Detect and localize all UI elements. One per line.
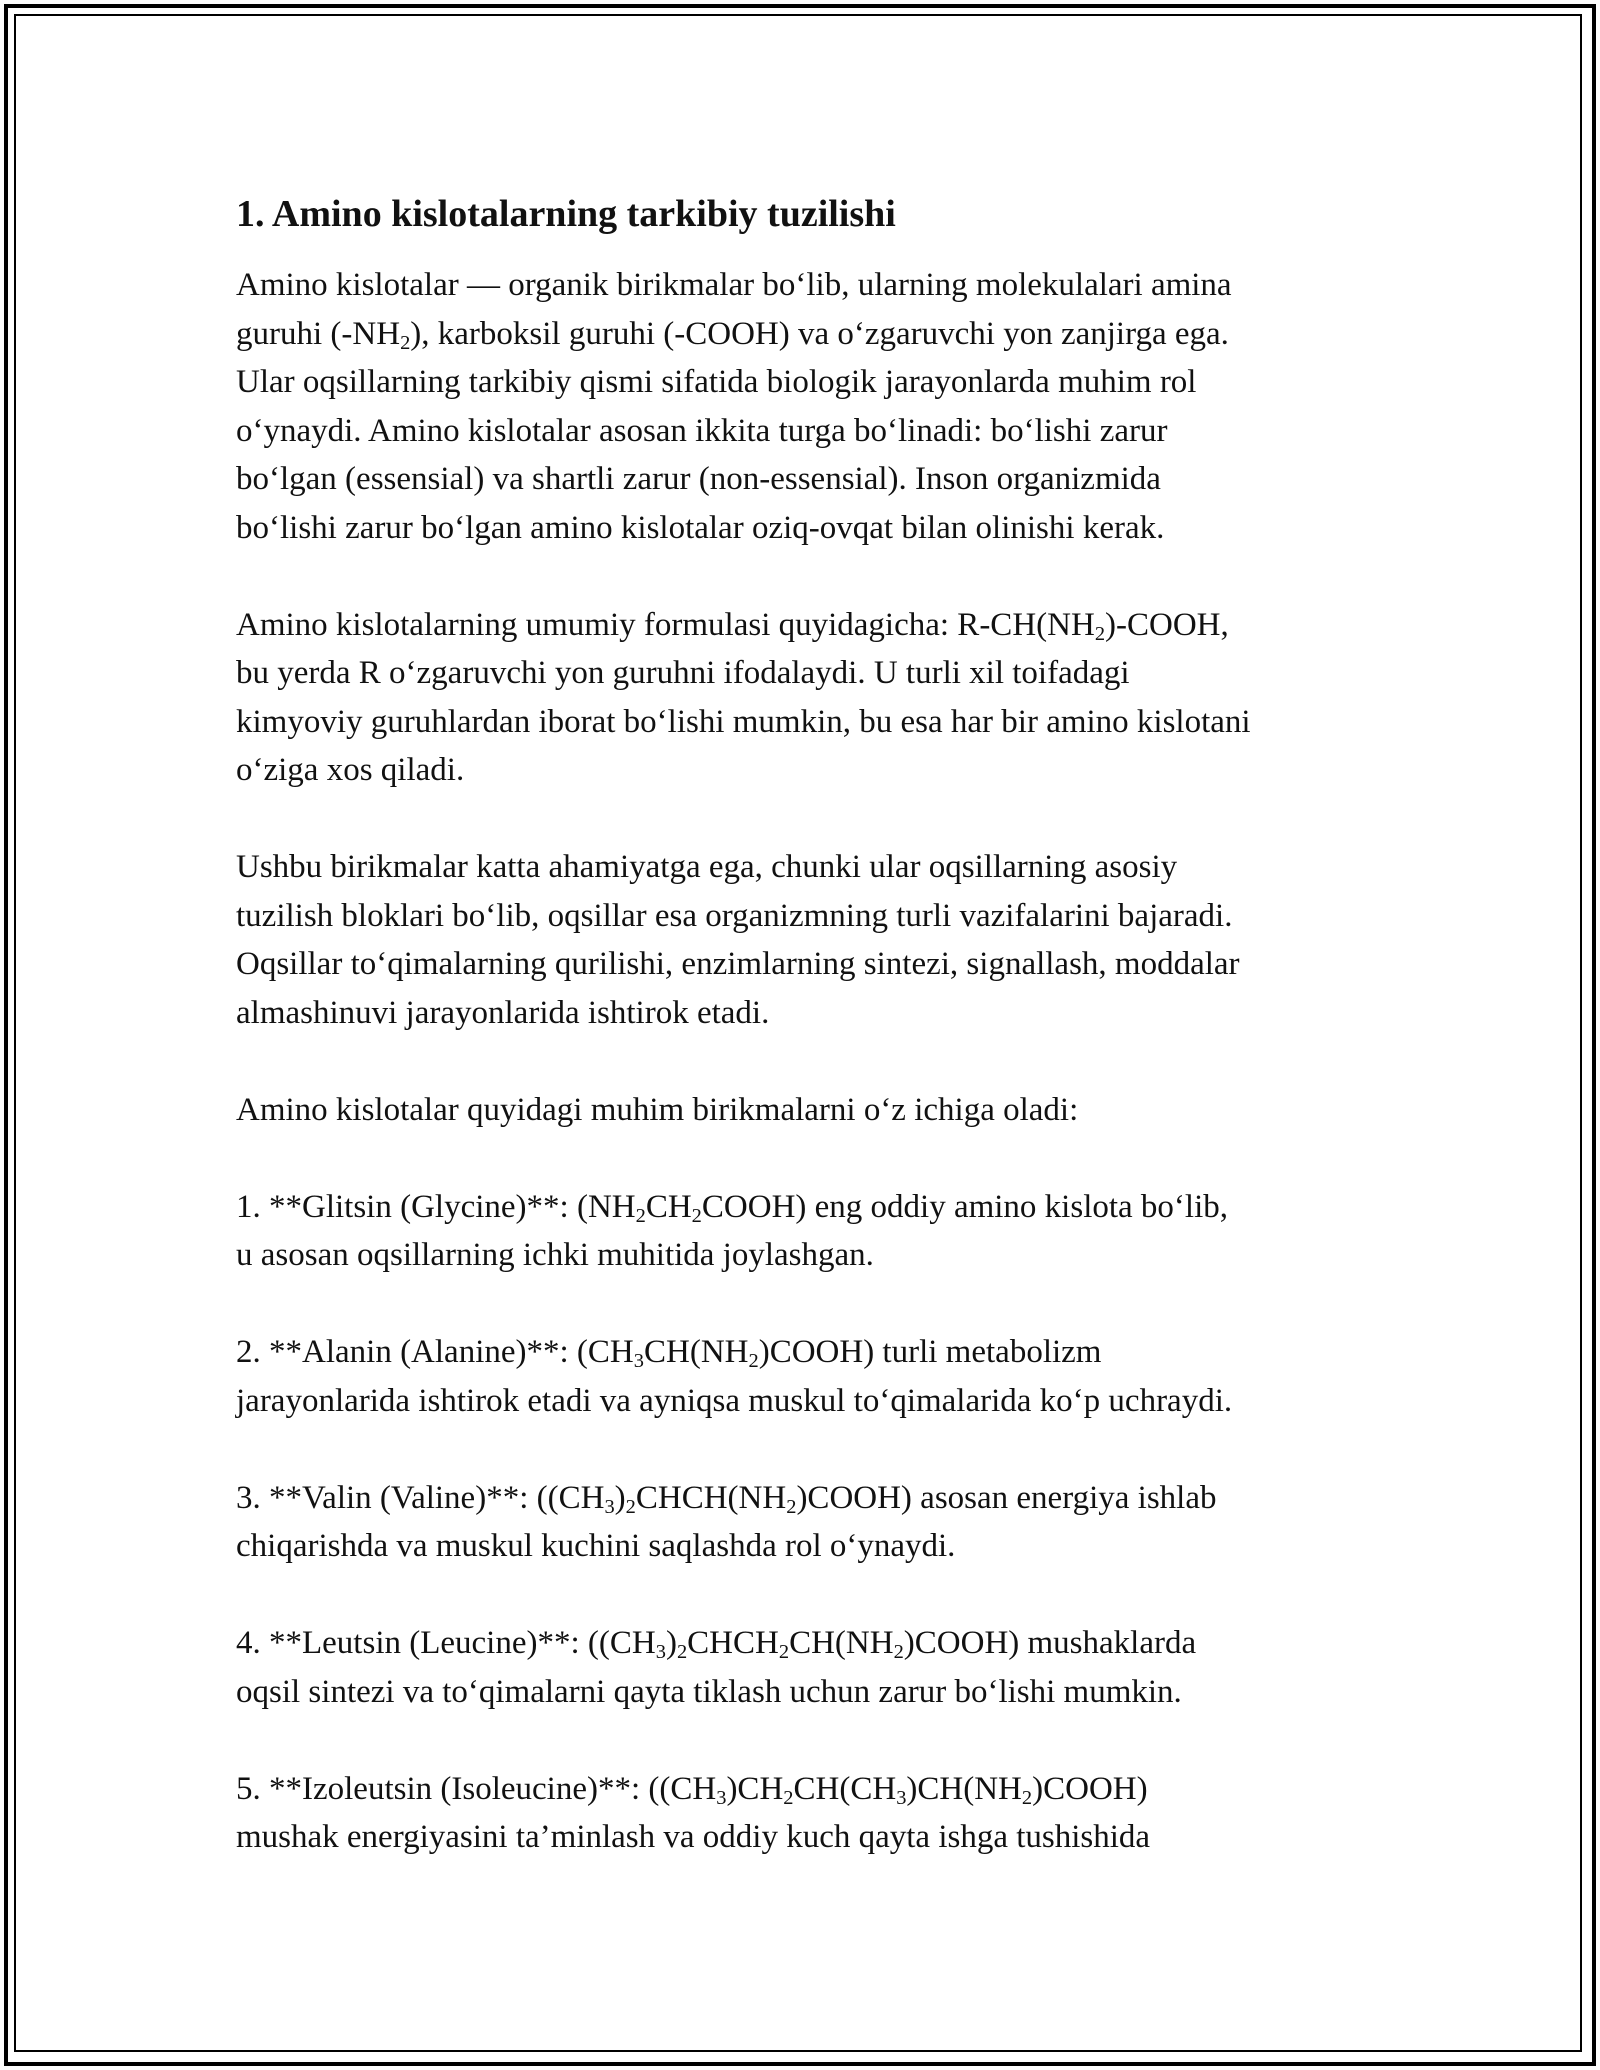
text-run: )CH	[726, 1770, 784, 1807]
text-line	[236, 1328, 1386, 1377]
text-run: ), karboksil guruhi (-COOH) va o‘zgaruvchi yon zanjirga ega.	[410, 315, 1229, 352]
paragraph-importance	[236, 843, 1386, 1037]
paragraph-list-intro	[236, 1086, 1386, 1135]
document-body	[236, 186, 1386, 1862]
list-item-leucine	[236, 1619, 1386, 1716]
subscript: 3	[716, 1786, 727, 1809]
text-run: CH	[645, 1188, 692, 1225]
subscript: 2	[893, 1641, 904, 1664]
subscript: 2	[635, 1204, 646, 1227]
text-line: Ushbu birikmalar katta ahamiyatga ega, chunki ular oqsillarning asosiy	[236, 849, 1178, 885]
text-line: u asosan oqsillarning ichki muhitida joylashgan.	[236, 1237, 874, 1273]
text-run: 2. **Alanin (Alanine)**: (CH	[236, 1334, 634, 1370]
paragraph-intro	[236, 261, 1386, 552]
text-line	[236, 1619, 1386, 1668]
subscript: 2	[786, 1495, 797, 1518]
list-item-isoleucine	[236, 1765, 1386, 1862]
text-line: tuzilish bloklari bo‘lib, oqsillar esa organizmning turli vazifalarini bajaradi.	[236, 897, 1233, 934]
list-item-valine	[236, 1474, 1386, 1571]
subscript: 2	[748, 1350, 759, 1373]
text-line	[236, 310, 1386, 359]
subscript: 2	[676, 1641, 688, 1664]
subscript: 3	[896, 1786, 907, 1809]
subscript: 2	[1021, 1786, 1033, 1809]
text-line: o‘ynaydi. Amino kislotalar asosan ikkita turga bo‘linadi: bo‘lishi zarur	[236, 412, 1168, 449]
text-line: jarayonlarida ishtirok etadi va ayniqsa muskul to‘qimalarida ko‘p uchraydi.	[236, 1382, 1233, 1419]
list-item-alanine	[236, 1328, 1386, 1425]
text-line	[236, 601, 1386, 650]
subscript: 3	[633, 1350, 644, 1373]
text-run: COOH) eng oddiy amino kislota bo‘lib,	[701, 1188, 1229, 1225]
text-run: )	[614, 1479, 626, 1516]
text-line	[236, 1765, 1386, 1814]
text-line: Oqsillar to‘qimalarning qurilishi, enzimlarning sintezi, signallash, moddalar	[236, 946, 1240, 982]
subscript: 3	[655, 1641, 666, 1664]
text-line: almashinuvi jarayonlarida ishtirok etadi.	[236, 994, 770, 1031]
text-line	[236, 1474, 1386, 1523]
text-run: CH(NH	[789, 1625, 894, 1661]
text-run: CH(CH	[793, 1770, 897, 1807]
text-line: oqsil sintezi va to‘qimalarni qayta tiklash uchun zarur bo‘lishi mumkin.	[236, 1673, 1182, 1710]
text-line: Amino kislotalar quyidagi muhim birikmalarni o‘z ichiga oladi:	[236, 1091, 1079, 1128]
text-run: 4. **Leutsin (Leucine)**: ((CH	[236, 1625, 656, 1661]
text-run: 3. **Valin (Valine)**: ((CH	[236, 1479, 605, 1516]
text-run: )-COOH,	[1105, 606, 1229, 643]
text-run: 1. **Glitsin (Glycine)**: (NH	[236, 1188, 636, 1225]
subscript: 2	[691, 1204, 702, 1227]
subscript: 3	[604, 1495, 615, 1518]
subscript: 2	[1094, 622, 1106, 645]
text-run: CHCH	[687, 1625, 779, 1661]
text-line: mushak energiyasini ta’minlash va oddiy kuch qayta ishga tushishida	[236, 1819, 1151, 1855]
text-run: )	[665, 1625, 677, 1661]
text-run: CHCH(NH	[635, 1479, 787, 1516]
section-heading: 1. Amino kislotalarning tarkibiy tuzilishi	[236, 193, 896, 235]
text-line: chiqarishda va muskul kuchini saqlashda rol o‘ynaydi.	[236, 1528, 956, 1564]
text-run: )COOH) mushaklarda	[903, 1625, 1197, 1661]
text-line: o‘ziga xos qiladi.	[236, 752, 465, 788]
subscript: 2	[783, 1786, 794, 1809]
text-line: bo‘lishi zarur bo‘lgan amino kislotalar oziq-ovqat bilan olinishi kerak.	[236, 509, 1165, 546]
paragraph-formula	[236, 601, 1386, 795]
text-run: )COOH) asosan energiya ishlab	[796, 1479, 1217, 1516]
text-line: kimyoviy guruhlardan iborat bo‘lishi mumkin, bu esa har bir amino kislotani	[236, 703, 1251, 740]
text-run: )COOH) turli metabolizm	[758, 1334, 1102, 1370]
text-line: bu yerda R o‘zgaruvchi yon guruhni ifodalaydi. U turli xil toifadagi	[236, 655, 1130, 691]
text-line: Ular oqsillarning tarkibiy qismi sifatida biologik jarayonlarda muhim rol	[236, 364, 1197, 400]
text-run: guruhi (-NH	[236, 315, 401, 352]
subscript: 2	[400, 331, 411, 354]
text-run: Amino kislotalarning umumiy formulasi quyidagicha: R-CH(NH	[236, 606, 1095, 643]
text-line	[236, 1183, 1386, 1232]
subscript: 2	[625, 1495, 636, 1518]
text-line: bo‘lgan (essensial) va shartli zarur (non-essensial). Inson organizmida	[236, 461, 1161, 497]
text-line: Amino kislotalar — organik birikmalar bo‘lib, ularning molekulalari amina	[236, 267, 1232, 303]
text-run: 5. **Izoleutsin (Isoleucine)**: ((CH	[236, 1770, 717, 1807]
text-run: )COOH)	[1032, 1770, 1148, 1807]
subscript: 2	[778, 1641, 790, 1664]
text-run: CH(NH	[643, 1334, 749, 1370]
text-run: )CH(NH	[906, 1770, 1022, 1807]
list-item-glycine	[236, 1183, 1386, 1280]
